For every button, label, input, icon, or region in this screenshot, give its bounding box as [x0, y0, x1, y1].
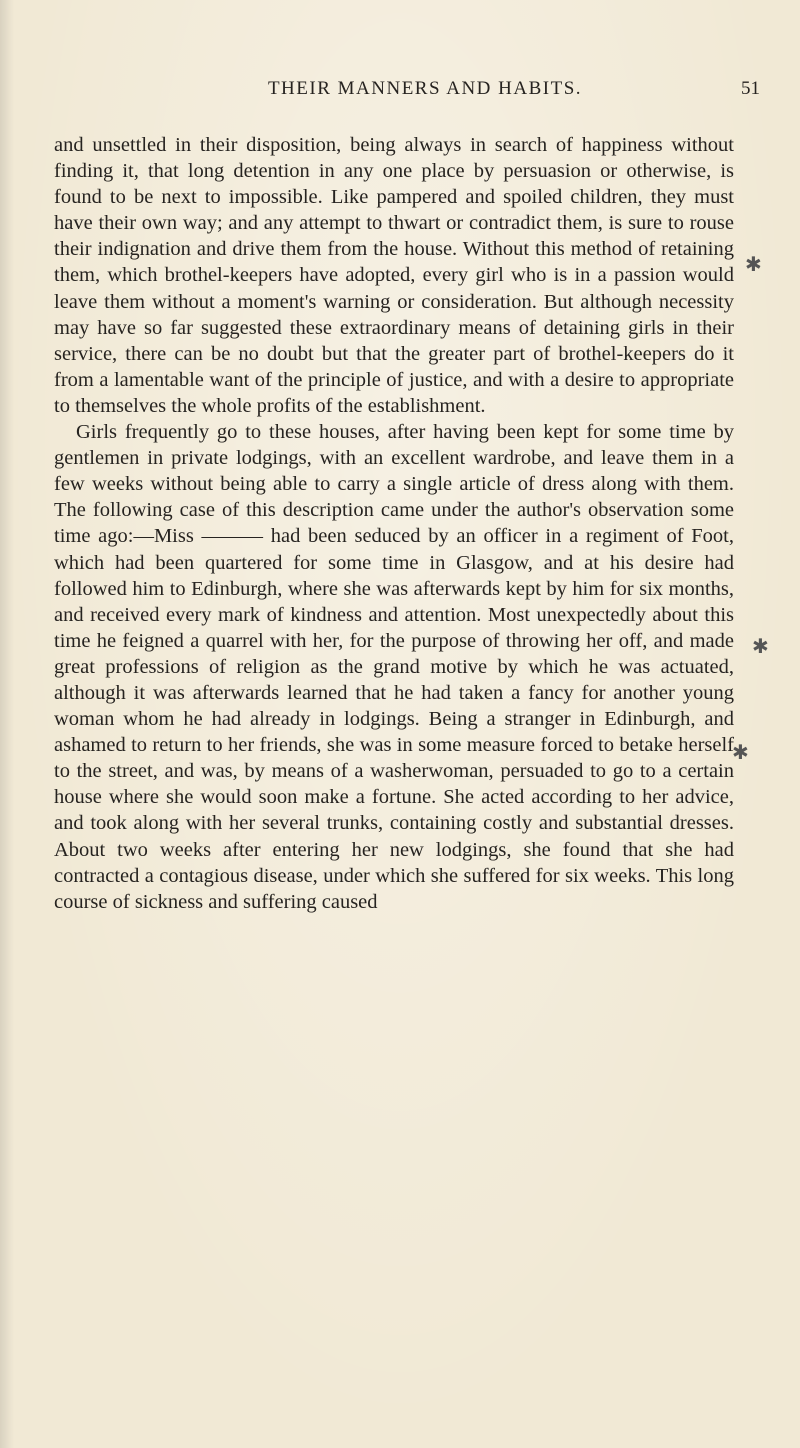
margin-star-icon: ✱ [752, 634, 769, 658]
margin-star-icon: ✱ [732, 740, 749, 764]
page-number: 51 [741, 78, 760, 99]
margin-star-icon: ✱ [745, 252, 762, 276]
body-text [54, 132, 734, 915]
running-head: THEIR MANNERS AND HABITS. [267, 78, 583, 99]
paragraph-continued: and unsettled in their disposition, being always in search of happiness without finding it, that long detention in any one place by persuasion or otherwise, is found to be next to impossible. Like pampered and spoiled children, they must have their own way; and any attempt to thwart or contradict them, is sure to rouse their indignation and drive them from the house. Without this method of retaining them, which brothel-keepers have adopted, every girl who is in a passion would leave them without a moment's warning or consideration. But although necessity may have so far suggested these extraordinary means of detaining girls in their service, there can be no doubt but that the greater part of brothel-keepers do it from a lamentable want of the principle of justice, and with a desire to appropriate to themselves the whole profits of the establishment. [54, 134, 734, 417]
gutter-shadow [0, 0, 14, 1448]
paragraph-girls-case: Girls frequently go to these houses, after having been kept for some time by gentlemen in private lodgings, with an excellent wardrobe, and leave them in a few weeks without being able to carry a single article of dress along with them. The following case of this description came under the author's observation some time ago:—Miss ——— had been seduced by an officer in a regiment of Foot, which had been quartered for some time in Glasgow, and at his desire had followed him to Edinburgh, where she was afterwards kept by him for six months, and received every mark of kindness and attention. Most unexpectedly about this time he feigned a quarrel with her, for the purpose of throwing her off, and made great professions of religion as the grand motive by which he was actuated, although it was afterwards learned that he had taken a fancy for another young woman whom he had already in lodgings. Being a stranger in Edinburgh, and ashamed to return to her friends, she was in some measure forced to betake herself to the street, and was, by means of a washerwoman, persuaded to go to a certain house where she would soon make a fortune. She acted according to her advice, and took along with her several trunks, containing costly and substantial dresses. About two weeks after entering her new lodgings, she found that she had contracted a contagious disease, under which she suffered for six weeks. This long course of sickness and suffering caused [54, 421, 734, 913]
page-header [90, 78, 760, 108]
